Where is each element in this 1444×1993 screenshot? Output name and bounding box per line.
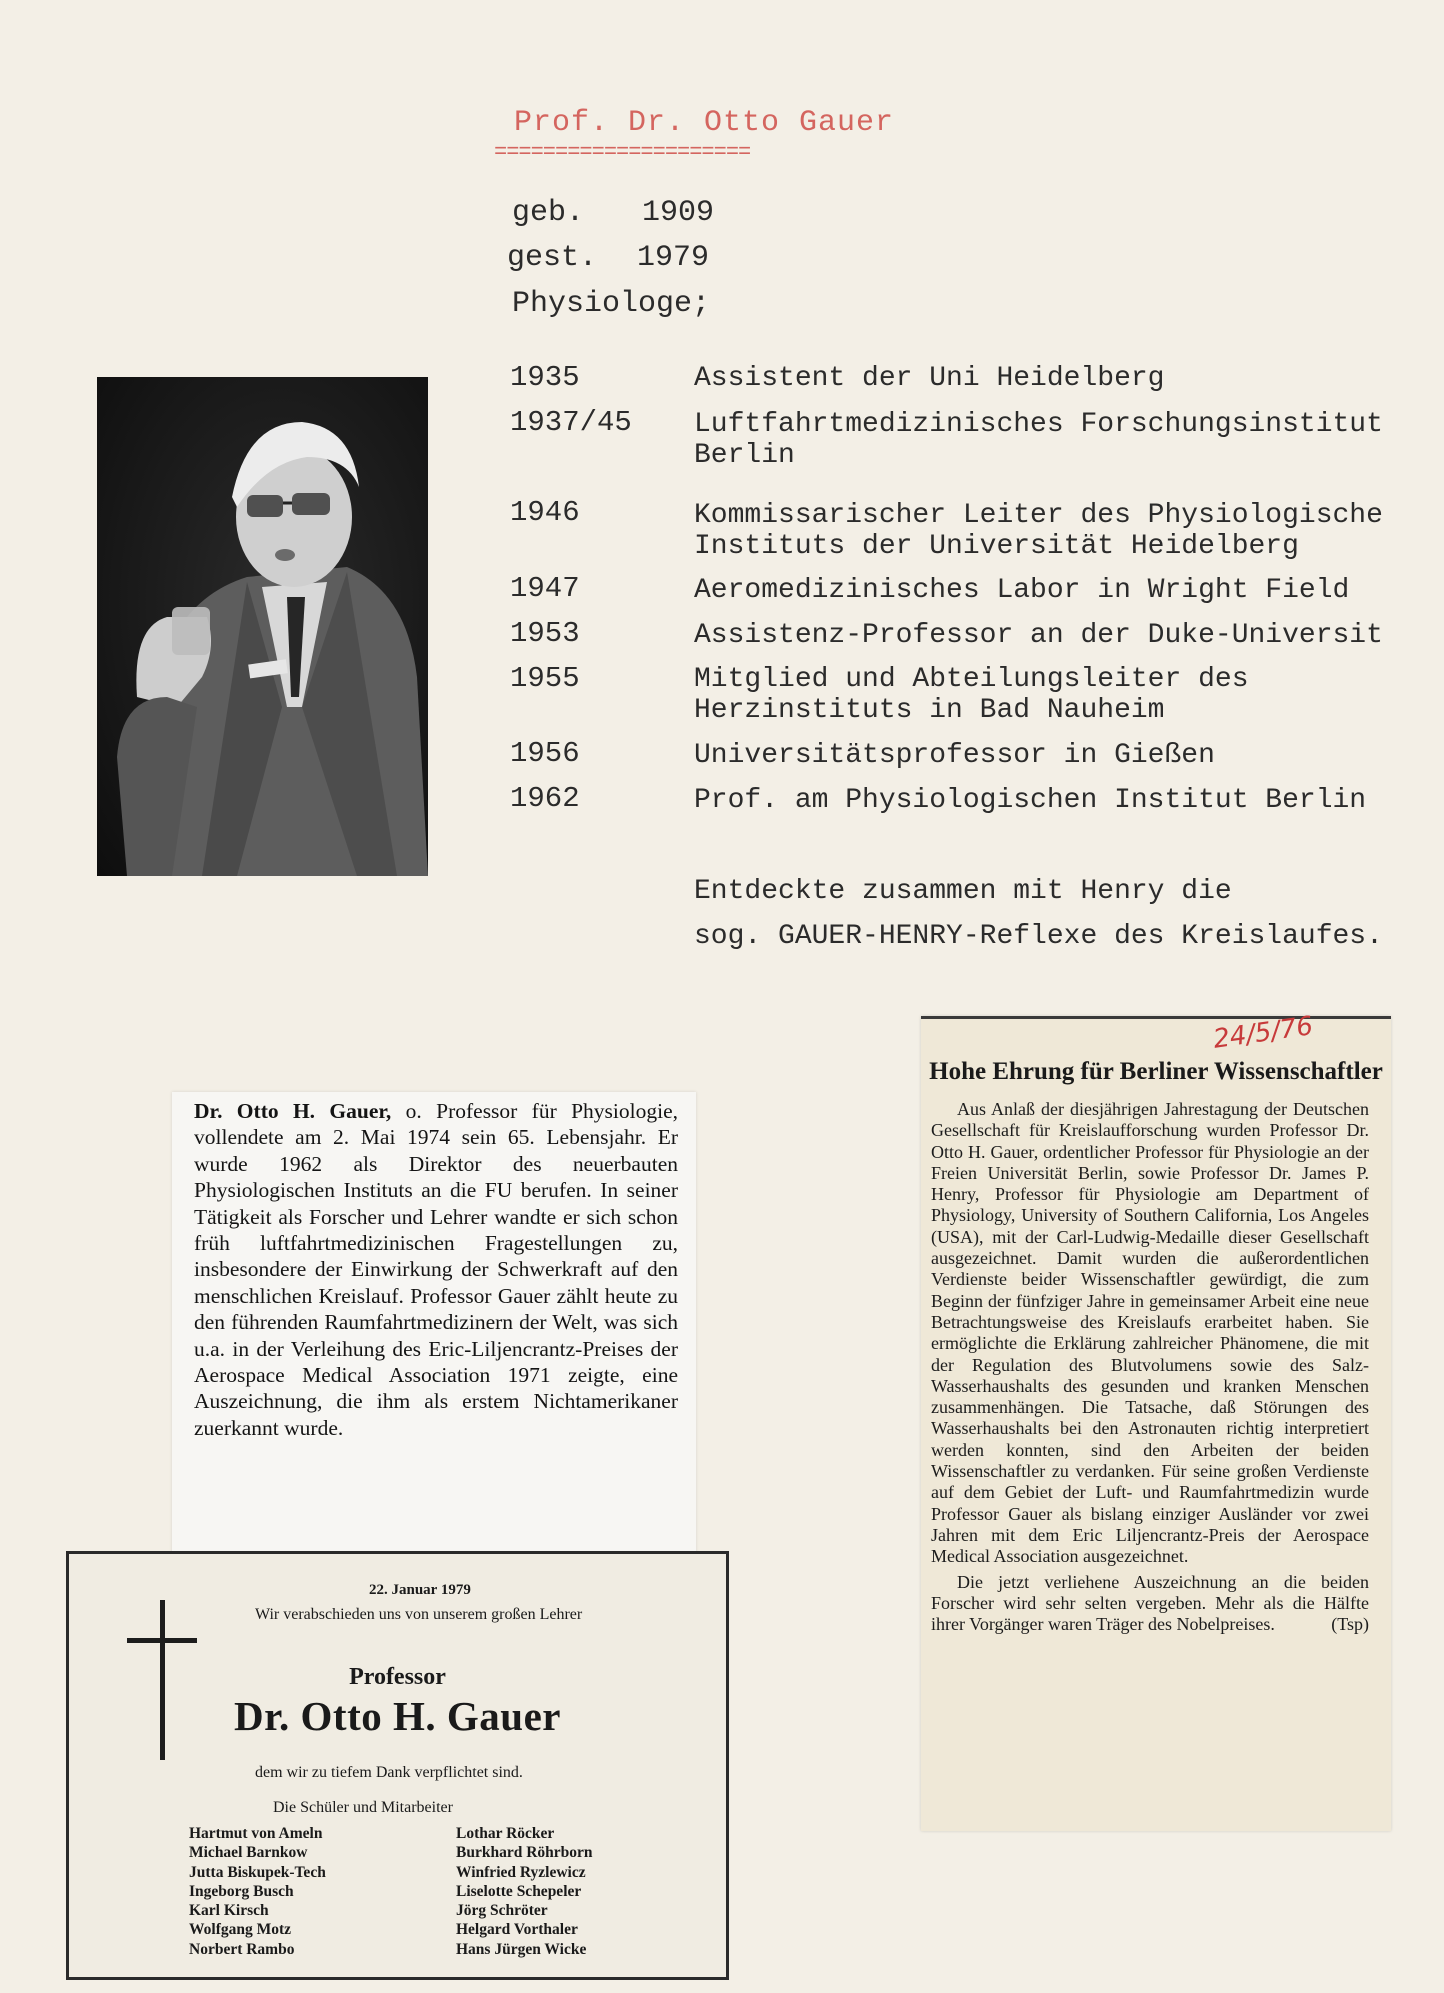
obituary-date: 22. Januar 1979 — [369, 1582, 471, 1598]
born-row — [512, 196, 715, 230]
discovery-line: sog. GAUER-HENRY-Reflexe des Kreislaufes. — [694, 921, 1383, 952]
career-event: Luftfahrtmedizinisches Forschungsinstitut Berlin — [694, 409, 1383, 471]
portrait-photo — [97, 377, 428, 876]
career-year: 1962 — [510, 782, 580, 815]
clipping-award-paragraph: Aus Anlaß der diesjährigen Jahrestagung der Deutschen Gesellschaft für Kreislaufforschung wurden Professor Dr. Otto H. Gauer, ordentlicher Professor für Physiologie an der Freien Universität Berlin, sowie Professor Dr. James P. Henry, Professor für Physiologie am Department of Physiology, University of Southern California, Los Angeles (USA), mit der Carl-Ludwig-Medaille dieser Gesellschaft ausgezeichnet. Damit wurden die außerordentlichen Verdienste beider Wissenschaftler gewürdigt, die zum Beginn der fünfziger Jahre in gemeinsamer Arbeit eine neue Betrachtungsweise des Kreislaufs erarbeitet haben. Sie ermöglichte die Erklärung zahlreicher Phänomene, die mit der Regulation des Blutvolumens sowie des Salz-Wasserhaushalts des gesunden und kranken Menschen zusammenhängen. Die Tatsache, daß Störungen des Wasserhaushalts bei den Astronauten richtig interpretiert werden konnten, sind den Arbeiten der beiden Wissenschaftler zu verdanken. Für seine großen Verdienste auf dem Gebiet der Luft- und Raumfahrtmedizin wurde Professor Gauer als bislang einziger Ausländer vor zwei Jahren mit dem Eric Liljencrantz-Preis der Aerospace Medical Association ausgezeichnet. — [931, 1099, 1369, 1567]
career-event: Mitglied und Abteilungsleiter des Herzinstituts in Bad Nauheim — [694, 664, 1249, 726]
obituary-name-item: Norbert Rambo — [189, 1940, 295, 1958]
career-event: Assistent der Uni Heidelberg — [694, 363, 1165, 394]
obituary-name-item: Jutta Biskupek-Tech — [189, 1863, 326, 1881]
obituary-name-item: Hartmut von Ameln — [189, 1825, 323, 1842]
career-event: Kommissarischer Leiter des Physiologische Instituts der Universität Heidelberg — [694, 500, 1383, 562]
profession: Physiologe; — [512, 287, 711, 321]
obituary-name-item: Hans Jürgen Wicke — [456, 1940, 587, 1958]
page-title: Prof. Dr. Otto Gauer — [514, 106, 895, 140]
clipping-award — [921, 1016, 1391, 1831]
obituary-name-item: Burkhard Röhrborn — [456, 1844, 593, 1862]
clipping-award-headline: Hohe Ehrung für Berliner Wissenschaftler — [929, 1058, 1383, 1085]
obituary-farewell: Wir verabschieden uns von unserem großen Lehrer — [255, 1606, 583, 1623]
clipping-award-body — [921, 1099, 1391, 1635]
career-event: Prof. am Physiologischen Institut Berlin — [694, 785, 1367, 816]
career-year: 1946 — [510, 496, 580, 529]
clipping-award-paragraph — [931, 1572, 1369, 1636]
obituary-name: Dr. Otto H. Gauer — [234, 1693, 561, 1739]
career-year: 1947 — [510, 572, 580, 605]
handwritten-date: 24/5/76 — [1211, 1011, 1315, 1055]
obituary-name-item: Ingeborg Busch — [189, 1882, 294, 1900]
clipping-birthday-body: o. Professor für Physiologie, vollendete am 2. Mai 1974 sein 65. Lebensjahr. Er wurde 1962 als Direktor des neuerbauten Physiologischen Instituts an die FU berufen. In seiner Tätigkeit als Forscher und Lehrer wandte er sich schon früh luftfahrtmedizinischen Fragestellungen zu, insbesondere der Einwirkung der Schwerkraft auf den menschlichen Kreislauf. Professor Gauer zählt heute zu den führenden Raumfahrtmedizinern der Welt, was sich u.a. in der Verleihung des Eric-Liljencrantz-Preises der Aerospace Medical Association 1971 zeigte, eine Auszeichnung, die ihm als erstem Nichtamerikaner zuerkannt wurde. — [194, 1099, 678, 1440]
obituary-notice — [66, 1551, 729, 1980]
obituary-name-item: Jörg Schröter — [456, 1902, 548, 1920]
clipping-birthday-lead: Dr. Otto H. Gauer, — [194, 1099, 392, 1123]
clipping-award-source: (Tsp) — [1331, 1614, 1369, 1635]
career-year: 1937/45 — [510, 406, 632, 439]
died-row — [507, 241, 710, 275]
career-event: Assistenz-Professor an der Duke-Universit — [694, 620, 1383, 651]
obituary-name-item: Michael Barnkow — [189, 1844, 308, 1862]
died-label: gest. — [507, 241, 598, 275]
career-year: 1956 — [510, 737, 580, 770]
died-year: 1979 — [637, 241, 710, 275]
portrait-illustration — [97, 377, 428, 876]
obituary-name-item: Winfried Ryzlewicz — [456, 1863, 586, 1881]
obituary-names-right — [456, 1824, 593, 1959]
career-year: 1935 — [510, 361, 580, 394]
career-year: 1955 — [510, 662, 580, 695]
obituary-thanks: dem wir zu tiefem Dank verpflichtet sind. — [255, 1764, 523, 1781]
career-year: 1953 — [510, 617, 580, 650]
obituary-name-item: Lothar Röcker — [456, 1825, 555, 1842]
obituary-title: Professor — [349, 1664, 446, 1690]
career-event: Universitätsprofessor in Gießen — [694, 740, 1215, 771]
clipping-award-paragraph-text: Die jetzt verliehene Auszeichnung an die beiden Forscher wird sehr selten vergeben. Mehr als die Hälfte ihrer Vorgänger waren Träger des Nobelpreises. — [931, 1571, 1369, 1635]
obituary-name-item: Liselotte Schepeler — [456, 1882, 582, 1900]
born-label: geb. — [512, 196, 585, 230]
obituary-name-item: Helgard Vorthaler — [456, 1921, 578, 1939]
born-year: 1909 — [642, 196, 715, 230]
obituary-names-left — [189, 1824, 326, 1959]
discovery-line: Entdeckte zusammen mit Henry die — [694, 876, 1232, 907]
title-underline: ===================== — [494, 140, 751, 165]
career-event: Aeromedizinisches Labor in Wright Field — [694, 575, 1350, 606]
clipping-birthday-text — [172, 1092, 696, 1441]
obituary-name-item: Wolfgang Motz — [189, 1921, 292, 1939]
obituary-name-item: Karl Kirsch — [189, 1902, 269, 1920]
clipping-birthday — [172, 1092, 696, 1570]
obituary-signed-by: Die Schüler und Mitarbeiter — [273, 1799, 453, 1816]
